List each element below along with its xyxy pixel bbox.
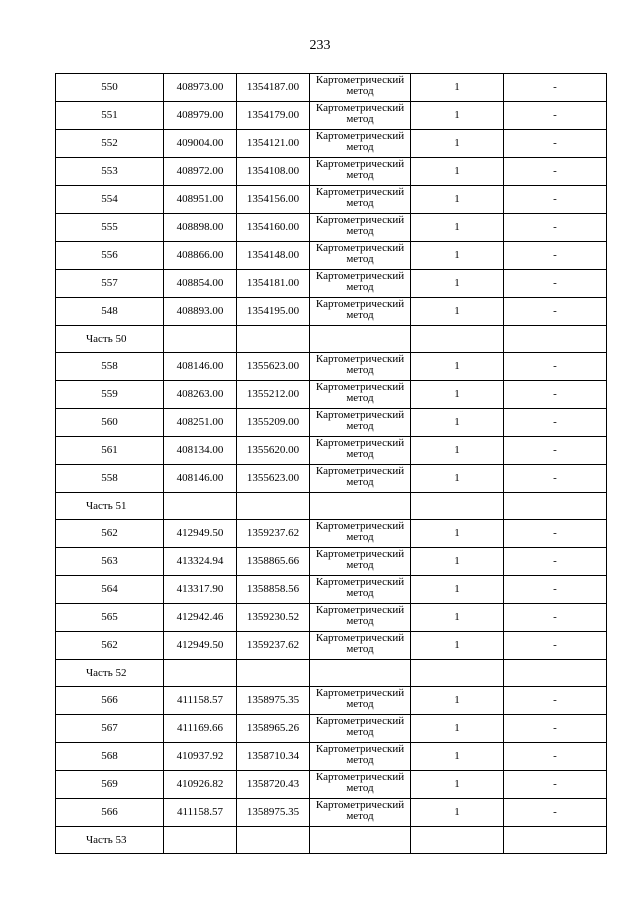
description-cell: - (504, 214, 607, 242)
point-number-cell: 562 (56, 520, 164, 548)
table-row (56, 520, 607, 548)
y-coordinate-cell: 1354108.00 (237, 158, 310, 186)
accuracy-cell: 1 (411, 270, 504, 298)
x-coordinate-cell: 408866.00 (164, 242, 237, 270)
description-cell: - (504, 409, 607, 437)
table-row (56, 270, 607, 298)
point-number-cell: 552 (56, 130, 164, 158)
description-cell: - (504, 186, 607, 214)
table-row (56, 102, 607, 130)
method-cell: Картометрический метод (310, 74, 411, 102)
empty-cell (310, 493, 411, 520)
point-number-cell: 550 (56, 74, 164, 102)
empty-cell (411, 326, 504, 353)
method-cell: Картометрический метод (310, 715, 411, 743)
part-label: Часть 53 (56, 827, 164, 854)
page-number: 233 (309, 38, 331, 53)
description-cell: - (504, 548, 607, 576)
accuracy-cell: 1 (411, 186, 504, 214)
point-number-cell: 554 (56, 186, 164, 214)
y-coordinate-cell: 1355623.00 (237, 465, 310, 493)
description-cell: - (504, 520, 607, 548)
method-cell: Картометрический метод (310, 687, 411, 715)
x-coordinate-cell: 408893.00 (164, 298, 237, 326)
empty-cell (164, 660, 237, 687)
accuracy-cell: 1 (411, 437, 504, 465)
empty-cell (310, 326, 411, 353)
accuracy-cell: 1 (411, 130, 504, 158)
empty-cell (164, 326, 237, 353)
table-row (56, 409, 607, 437)
accuracy-cell: 1 (411, 548, 504, 576)
empty-cell (504, 660, 607, 687)
point-number-cell: 568 (56, 743, 164, 771)
x-coordinate-cell: 410937.92 (164, 743, 237, 771)
point-number-cell: 569 (56, 771, 164, 799)
table-row (56, 437, 607, 465)
accuracy-cell: 1 (411, 214, 504, 242)
empty-cell (504, 326, 607, 353)
x-coordinate-cell: 411158.57 (164, 687, 237, 715)
y-coordinate-cell: 1358965.26 (237, 715, 310, 743)
description-cell: - (504, 102, 607, 130)
accuracy-cell: 1 (411, 576, 504, 604)
accuracy-cell: 1 (411, 158, 504, 186)
point-number-cell: 548 (56, 298, 164, 326)
accuracy-cell: 1 (411, 799, 504, 827)
method-cell: Картометрический метод (310, 632, 411, 660)
x-coordinate-cell: 408251.00 (164, 409, 237, 437)
x-coordinate-cell: 409004.00 (164, 130, 237, 158)
y-coordinate-cell: 1358975.35 (237, 687, 310, 715)
coordinates-table (55, 73, 607, 854)
point-number-cell: 551 (56, 102, 164, 130)
point-number-cell: 565 (56, 604, 164, 632)
method-cell: Картометрический метод (310, 465, 411, 493)
table-row (56, 186, 607, 214)
method-cell: Картометрический метод (310, 214, 411, 242)
description-cell: - (504, 632, 607, 660)
x-coordinate-cell: 408146.00 (164, 353, 237, 381)
description-cell: - (504, 687, 607, 715)
point-number-cell: 553 (56, 158, 164, 186)
empty-cell (164, 493, 237, 520)
method-cell: Картометрический метод (310, 409, 411, 437)
description-cell: - (504, 270, 607, 298)
empty-cell (237, 660, 310, 687)
part-header-row (56, 326, 607, 353)
empty-cell (504, 493, 607, 520)
y-coordinate-cell: 1354156.00 (237, 186, 310, 214)
part-header-row (56, 660, 607, 687)
table-row (56, 381, 607, 409)
x-coordinate-cell: 410926.82 (164, 771, 237, 799)
y-coordinate-cell: 1358865.66 (237, 548, 310, 576)
method-cell: Картометрический метод (310, 520, 411, 548)
x-coordinate-cell: 411169.66 (164, 715, 237, 743)
description-cell: - (504, 437, 607, 465)
table-row (56, 548, 607, 576)
empty-cell (237, 326, 310, 353)
description-cell: - (504, 715, 607, 743)
accuracy-cell: 1 (411, 715, 504, 743)
table-row (56, 632, 607, 660)
accuracy-cell: 1 (411, 102, 504, 130)
x-coordinate-cell: 408951.00 (164, 186, 237, 214)
y-coordinate-cell: 1354179.00 (237, 102, 310, 130)
empty-cell (310, 660, 411, 687)
method-cell: Картометрический метод (310, 743, 411, 771)
description-cell: - (504, 604, 607, 632)
part-label: Часть 50 (56, 326, 164, 353)
method-cell: Картометрический метод (310, 130, 411, 158)
method-cell: Картометрический метод (310, 186, 411, 214)
empty-cell (411, 660, 504, 687)
table-row (56, 242, 607, 270)
point-number-cell: 555 (56, 214, 164, 242)
table-row (56, 576, 607, 604)
x-coordinate-cell: 408146.00 (164, 465, 237, 493)
point-number-cell: 561 (56, 437, 164, 465)
y-coordinate-cell: 1355620.00 (237, 437, 310, 465)
y-coordinate-cell: 1354181.00 (237, 270, 310, 298)
y-coordinate-cell: 1358720.43 (237, 771, 310, 799)
y-coordinate-cell: 1358710.34 (237, 743, 310, 771)
accuracy-cell: 1 (411, 74, 504, 102)
y-coordinate-cell: 1358975.35 (237, 799, 310, 827)
y-coordinate-cell: 1354195.00 (237, 298, 310, 326)
table-row (56, 465, 607, 493)
accuracy-cell: 1 (411, 743, 504, 771)
description-cell: - (504, 298, 607, 326)
table-row (56, 158, 607, 186)
table-row (56, 715, 607, 743)
method-cell: Картометрический метод (310, 576, 411, 604)
x-coordinate-cell: 408134.00 (164, 437, 237, 465)
y-coordinate-cell: 1355212.00 (237, 381, 310, 409)
empty-cell (310, 827, 411, 854)
empty-cell (504, 827, 607, 854)
method-cell: Картометрический метод (310, 604, 411, 632)
x-coordinate-cell: 408898.00 (164, 214, 237, 242)
point-number-cell: 560 (56, 409, 164, 437)
point-number-cell: 562 (56, 632, 164, 660)
method-cell: Картометрический метод (310, 102, 411, 130)
coordinates-table-body (56, 74, 607, 854)
method-cell: Картометрический метод (310, 799, 411, 827)
accuracy-cell: 1 (411, 353, 504, 381)
empty-cell (164, 827, 237, 854)
description-cell: - (504, 799, 607, 827)
y-coordinate-cell: 1359237.62 (237, 632, 310, 660)
method-cell: Картометрический метод (310, 353, 411, 381)
empty-cell (237, 493, 310, 520)
accuracy-cell: 1 (411, 520, 504, 548)
method-cell: Картометрический метод (310, 771, 411, 799)
x-coordinate-cell: 408263.00 (164, 381, 237, 409)
x-coordinate-cell: 408973.00 (164, 74, 237, 102)
point-number-cell: 556 (56, 242, 164, 270)
accuracy-cell: 1 (411, 687, 504, 715)
description-cell: - (504, 158, 607, 186)
method-cell: Картометрический метод (310, 548, 411, 576)
table-row (56, 214, 607, 242)
empty-cell (237, 827, 310, 854)
method-cell: Картометрический метод (310, 298, 411, 326)
accuracy-cell: 1 (411, 381, 504, 409)
description-cell: - (504, 771, 607, 799)
part-label: Часть 52 (56, 660, 164, 687)
accuracy-cell: 1 (411, 298, 504, 326)
method-cell: Картометрический метод (310, 381, 411, 409)
point-number-cell: 566 (56, 799, 164, 827)
description-cell: - (504, 465, 607, 493)
empty-cell (411, 493, 504, 520)
accuracy-cell: 1 (411, 242, 504, 270)
method-cell: Картометрический метод (310, 437, 411, 465)
description-cell: - (504, 576, 607, 604)
method-cell: Картометрический метод (310, 270, 411, 298)
y-coordinate-cell: 1359230.52 (237, 604, 310, 632)
accuracy-cell: 1 (411, 409, 504, 437)
table-row (56, 298, 607, 326)
y-coordinate-cell: 1354148.00 (237, 242, 310, 270)
point-number-cell: 567 (56, 715, 164, 743)
accuracy-cell: 1 (411, 604, 504, 632)
x-coordinate-cell: 412949.50 (164, 632, 237, 660)
x-coordinate-cell: 412949.50 (164, 520, 237, 548)
table-row (56, 743, 607, 771)
description-cell: - (504, 353, 607, 381)
y-coordinate-cell: 1359237.62 (237, 520, 310, 548)
x-coordinate-cell: 411158.57 (164, 799, 237, 827)
x-coordinate-cell: 408979.00 (164, 102, 237, 130)
part-header-row (56, 827, 607, 854)
method-cell: Картометрический метод (310, 158, 411, 186)
y-coordinate-cell: 1358858.56 (237, 576, 310, 604)
point-number-cell: 563 (56, 548, 164, 576)
accuracy-cell: 1 (411, 771, 504, 799)
description-cell: - (504, 381, 607, 409)
point-number-cell: 566 (56, 687, 164, 715)
point-number-cell: 557 (56, 270, 164, 298)
method-cell: Картометрический метод (310, 242, 411, 270)
table-row (56, 799, 607, 827)
description-cell: - (504, 743, 607, 771)
table-row (56, 74, 607, 102)
accuracy-cell: 1 (411, 465, 504, 493)
part-label: Часть 51 (56, 493, 164, 520)
table-row (56, 130, 607, 158)
point-number-cell: 564 (56, 576, 164, 604)
table-row (56, 604, 607, 632)
x-coordinate-cell: 412942.46 (164, 604, 237, 632)
part-header-row (56, 493, 607, 520)
accuracy-cell: 1 (411, 632, 504, 660)
point-number-cell: 558 (56, 353, 164, 381)
table-row (56, 353, 607, 381)
point-number-cell: 559 (56, 381, 164, 409)
description-cell: - (504, 242, 607, 270)
y-coordinate-cell: 1354121.00 (237, 130, 310, 158)
description-cell: - (504, 74, 607, 102)
point-number-cell: 558 (56, 465, 164, 493)
empty-cell (411, 827, 504, 854)
x-coordinate-cell: 408854.00 (164, 270, 237, 298)
x-coordinate-cell: 413324.94 (164, 548, 237, 576)
y-coordinate-cell: 1354160.00 (237, 214, 310, 242)
x-coordinate-cell: 408972.00 (164, 158, 237, 186)
y-coordinate-cell: 1355623.00 (237, 353, 310, 381)
description-cell: - (504, 130, 607, 158)
table-row (56, 687, 607, 715)
y-coordinate-cell: 1354187.00 (237, 74, 310, 102)
x-coordinate-cell: 413317.90 (164, 576, 237, 604)
y-coordinate-cell: 1355209.00 (237, 409, 310, 437)
table-row (56, 771, 607, 799)
